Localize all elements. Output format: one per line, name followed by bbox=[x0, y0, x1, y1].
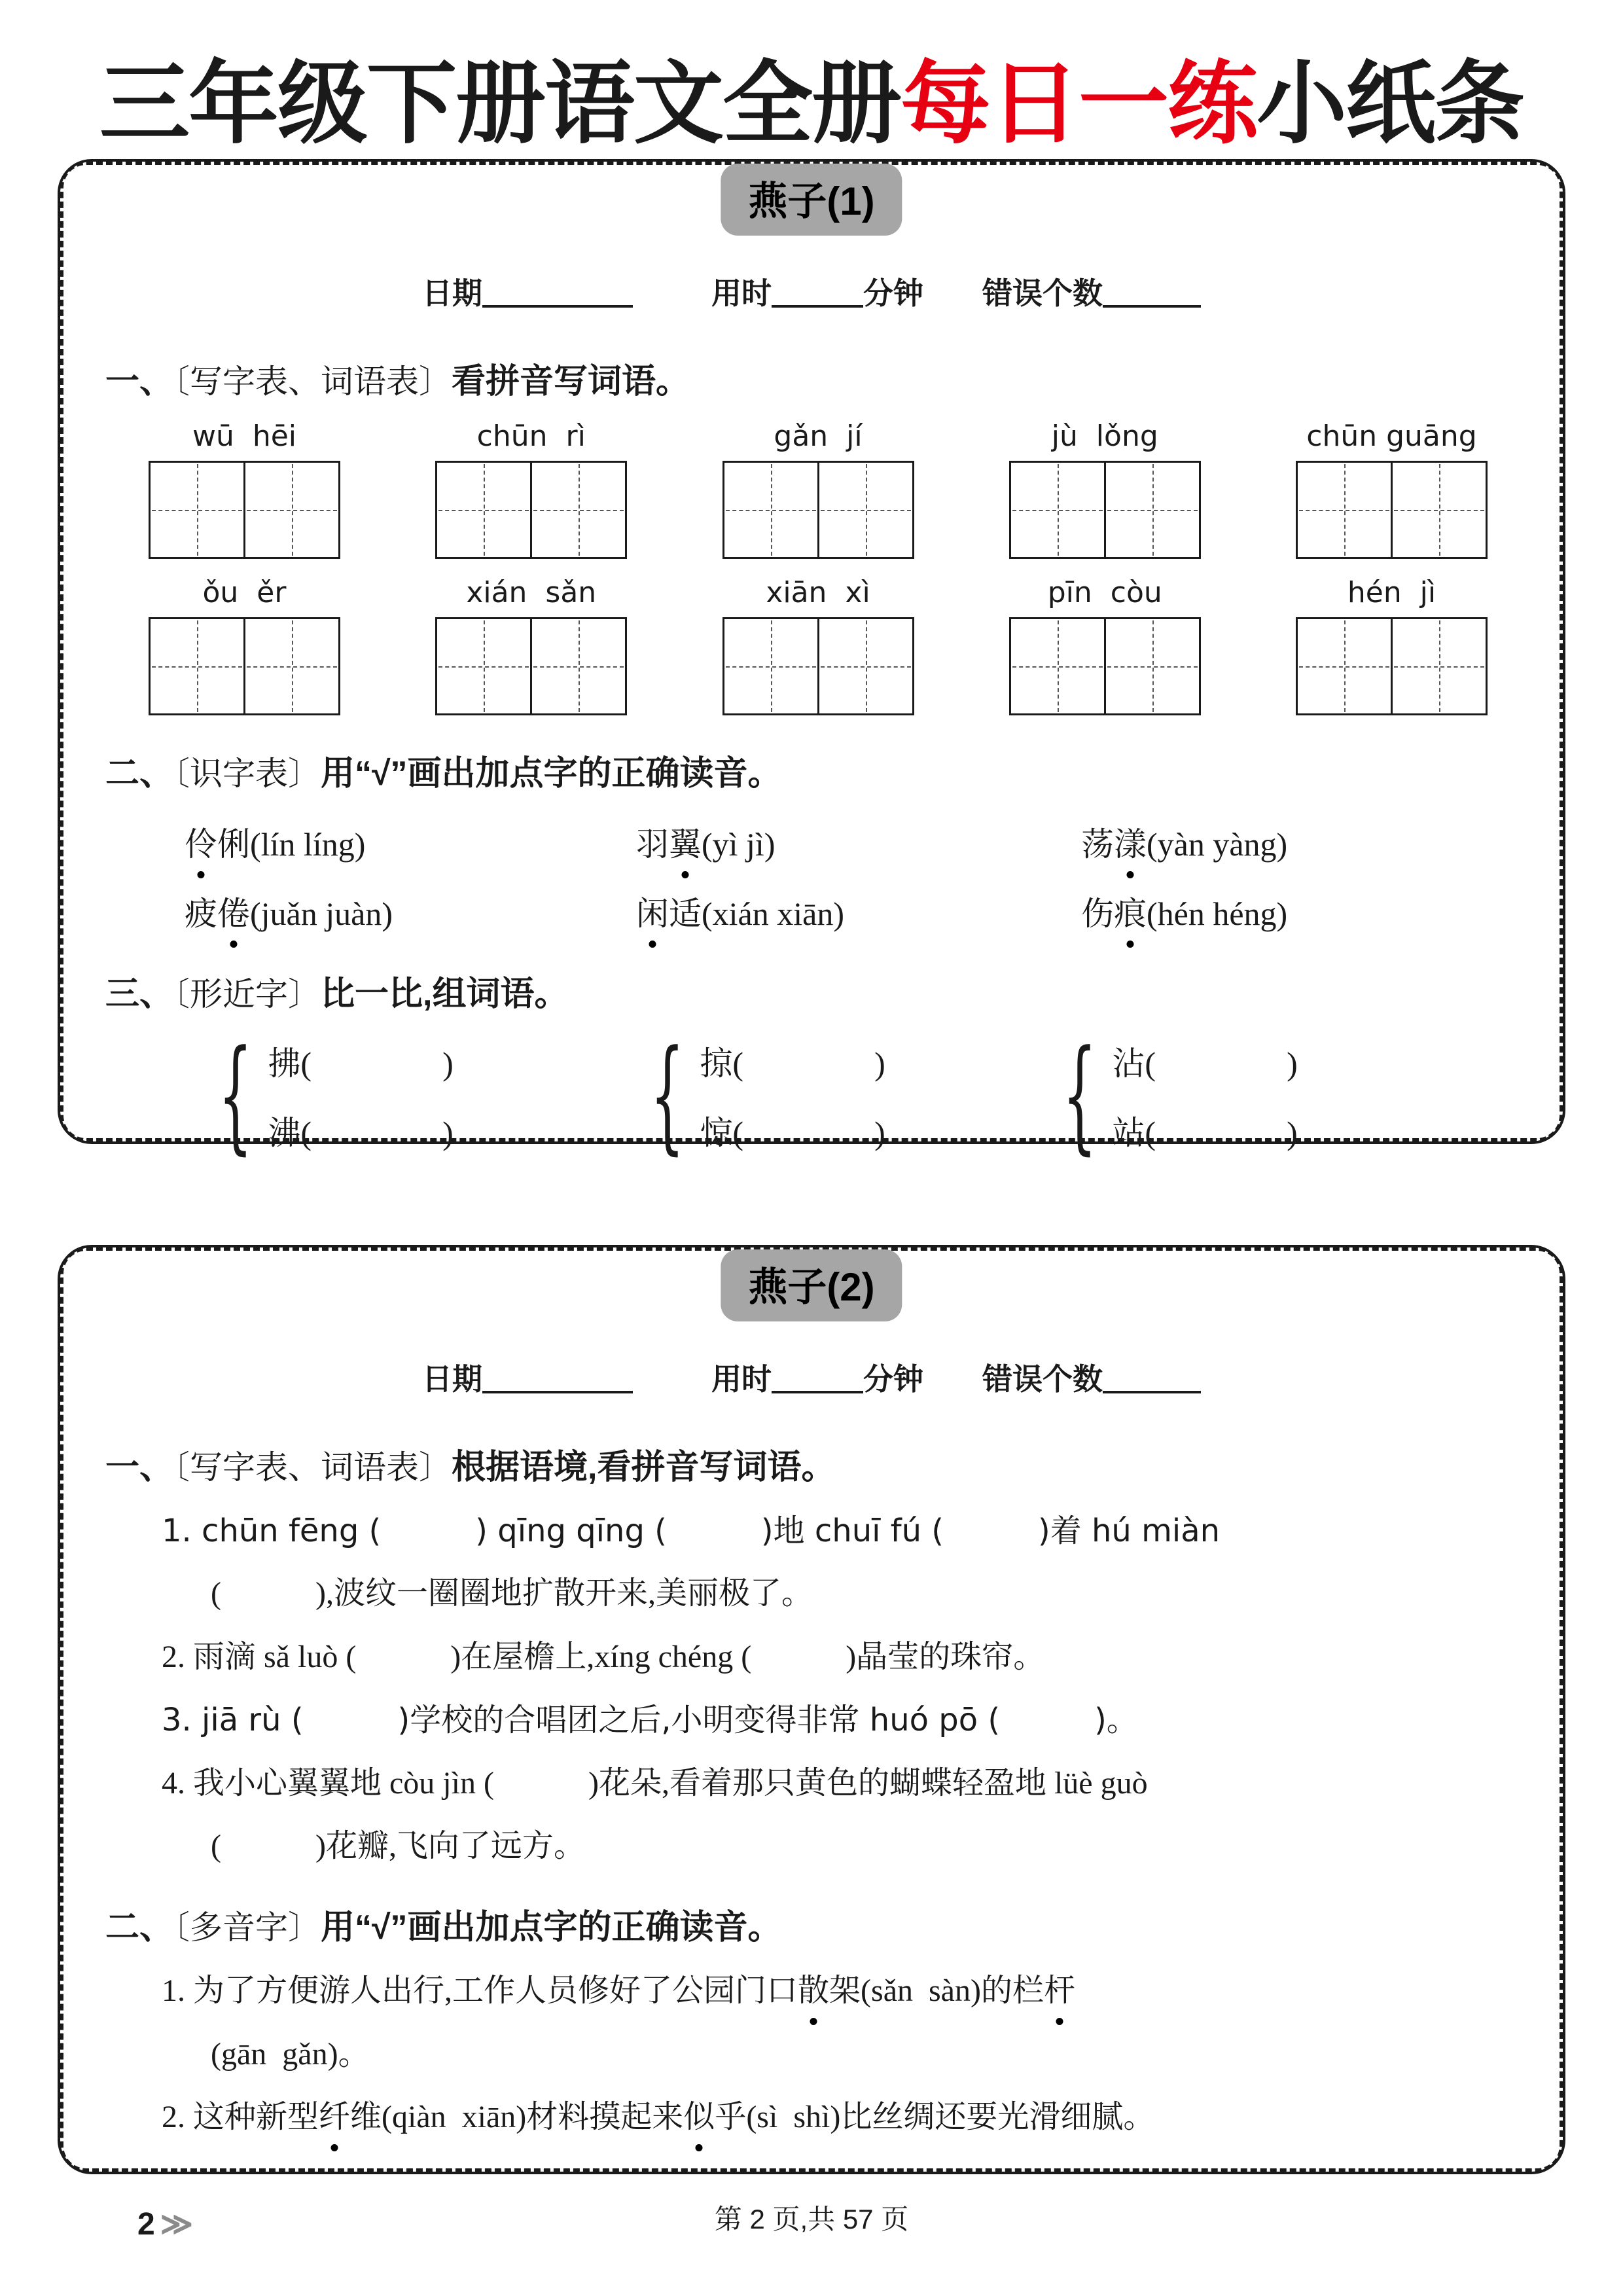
writing-boxes bbox=[1296, 461, 1488, 559]
dotted-char: 痕 bbox=[1114, 888, 1147, 935]
pinyin-label: ǒu ěr bbox=[202, 576, 287, 609]
errors-label: 错误个数 bbox=[982, 1362, 1103, 1396]
sentence-line: ( ),波纹一圈圈地扩散开来,美丽极了。 bbox=[211, 1576, 813, 1611]
time-blank bbox=[772, 305, 863, 308]
pinyin-label: chūn guāng bbox=[1306, 420, 1477, 453]
pinyin-label: gǎn jí bbox=[774, 420, 863, 453]
compare-pair bbox=[204, 1024, 636, 1167]
date-label: 日期 bbox=[422, 1362, 482, 1396]
pair-top: 拂( ) bbox=[268, 1045, 454, 1082]
worksheet-card-1 bbox=[58, 159, 1565, 1167]
pinyin-word-group bbox=[722, 576, 914, 715]
sentence-segment: 1. 为了方便游人出行,工作人员修好了公园门口 bbox=[162, 1973, 798, 2009]
writing-boxes bbox=[1296, 617, 1488, 715]
word-pre: 伤 bbox=[1081, 895, 1114, 932]
pinyin-word-group bbox=[722, 420, 914, 559]
card1-ex3-heading bbox=[63, 966, 1560, 1015]
dotted-char: 散 bbox=[798, 1971, 829, 2011]
ex-title: 用“√”画出加点字的正确读音。 bbox=[321, 1909, 782, 1947]
pair-bottom: 沸( ) bbox=[268, 1115, 454, 1151]
tianzige-box bbox=[149, 461, 245, 559]
dotted-char: 伶 bbox=[185, 818, 217, 865]
ex-tag: 〔写字表、词语表〕 bbox=[173, 363, 452, 400]
minutes-label: 分钟 bbox=[863, 1362, 923, 1396]
dotted-word-grid bbox=[63, 818, 1560, 935]
dotted-char: 杆 bbox=[1044, 1971, 1075, 2011]
sentence-line-with-dots bbox=[63, 1971, 1560, 2011]
pinyin-word-group bbox=[1009, 420, 1201, 559]
tianzige-box bbox=[1296, 461, 1393, 559]
card2-ex1-items bbox=[63, 1511, 1560, 1867]
date-blank bbox=[482, 305, 633, 308]
tianzige-box bbox=[530, 617, 627, 715]
ex-number: 二、 bbox=[105, 755, 174, 793]
pinyin-word-group bbox=[1296, 576, 1488, 715]
card1-ex2-heading bbox=[63, 745, 1560, 795]
tianzige-box bbox=[1104, 461, 1201, 559]
writing-boxes bbox=[435, 617, 627, 715]
writing-boxes bbox=[149, 461, 340, 559]
footer-page-indicator: 第 2 页,共 57 页 bbox=[714, 2204, 909, 2234]
ex-title: 用“√”画出加点字的正确读音。 bbox=[321, 755, 782, 793]
pinyin-label: wū hēi bbox=[192, 420, 297, 453]
ex-number: 一、 bbox=[105, 363, 174, 401]
pair-top: 沾( ) bbox=[1112, 1045, 1298, 1082]
pinyin-word-group bbox=[435, 420, 627, 559]
writing-boxes bbox=[1009, 617, 1201, 715]
tianzige-box bbox=[149, 617, 245, 715]
card2-ex2-items bbox=[63, 1971, 1560, 2138]
tianzige-box bbox=[817, 461, 914, 559]
pinyin-word-group bbox=[1296, 420, 1488, 559]
writing-boxes bbox=[149, 617, 340, 715]
page-title bbox=[0, 31, 1623, 161]
tianzige-box bbox=[435, 461, 532, 559]
ex-title: 看拼音写词语。 bbox=[452, 363, 690, 401]
time-label: 用时 bbox=[711, 1362, 772, 1396]
tianzige-box bbox=[530, 461, 627, 559]
word-pre: 疲 bbox=[185, 895, 217, 932]
tianzige-box bbox=[243, 461, 340, 559]
ex-tag: 〔多音字〕 bbox=[173, 1909, 321, 1946]
pinyin-label: jù lǒng bbox=[1051, 420, 1158, 453]
time-label: 用时 bbox=[711, 276, 772, 310]
pinyin-label: pīn còu bbox=[1047, 576, 1162, 609]
word-item bbox=[185, 818, 636, 865]
dotted-char: 闲 bbox=[636, 888, 669, 935]
tianzige-box bbox=[1104, 617, 1201, 715]
word-pre: 荡 bbox=[1081, 826, 1114, 863]
pair-bottom: 站( ) bbox=[1112, 1115, 1298, 1151]
ex-title: 根据语境,看拼音写词语。 bbox=[452, 1448, 836, 1486]
card-1-meta-row bbox=[63, 270, 1560, 313]
pinyin-label: xiān xì bbox=[766, 576, 870, 609]
dotted-char: 翼 bbox=[669, 818, 702, 865]
word-item bbox=[1081, 888, 1560, 935]
card-2-inner-border bbox=[60, 1247, 1563, 2172]
ex-tag: 〔写字表、词语表〕 bbox=[173, 1449, 452, 1486]
word-post: 适(xián xiān) bbox=[669, 895, 844, 932]
tianzige-box bbox=[1391, 461, 1488, 559]
dotted-char: 倦 bbox=[217, 888, 250, 935]
dotted-char: 似 bbox=[683, 2097, 715, 2138]
compare-pair bbox=[636, 1024, 1048, 1167]
word-post: (hén héng) bbox=[1147, 895, 1288, 932]
brace-glyph: { bbox=[1062, 1024, 1097, 1167]
ex-number: 二、 bbox=[105, 1909, 174, 1947]
sentence-segment: 架(sǎn sàn)的栏 bbox=[829, 1973, 1044, 2009]
word-post: (yàn yàng) bbox=[1147, 826, 1288, 863]
word-item bbox=[636, 818, 1081, 865]
pinyin-word-group bbox=[149, 576, 340, 715]
pinyin-box-row-2 bbox=[63, 576, 1560, 715]
ex-number: 一、 bbox=[105, 1448, 174, 1486]
card1-ex1-heading bbox=[63, 353, 1560, 403]
tianzige-box bbox=[1009, 617, 1106, 715]
pinyin-word-group bbox=[435, 576, 627, 715]
sentence-segment: 乎(sì shì)比丝绸还要光滑细腻。 bbox=[715, 2100, 1155, 2135]
ex-number: 三、 bbox=[105, 975, 174, 1013]
errors-blank bbox=[1103, 1391, 1201, 1393]
sentence-line: 2. 雨滴 sǎ luò ( )在屋檐上,xíng chéng ( )晶莹的珠帘。 bbox=[162, 1639, 1045, 1674]
ex-title: 比一比,组词语。 bbox=[321, 975, 569, 1013]
pinyin-label: xián sǎn bbox=[466, 576, 597, 609]
dotted-char: 纤 bbox=[319, 2097, 350, 2138]
word-post: (yì jì) bbox=[702, 826, 776, 863]
sentence-line: 4. 我小心翼翼地 còu jìn ( )花朵,看着那只黄色的蝴蝶轻盈地 lüè guò bbox=[162, 1765, 1148, 1801]
tianzige-box bbox=[243, 617, 340, 715]
writing-boxes bbox=[1009, 461, 1201, 559]
errors-label: 错误个数 bbox=[982, 276, 1103, 310]
pair-top: 掠( ) bbox=[700, 1045, 885, 1082]
footer-number: 2 bbox=[137, 2207, 155, 2242]
tianzige-box bbox=[1296, 617, 1393, 715]
dotted-char: 漾 bbox=[1114, 818, 1147, 865]
pinyin-label: chūn rì bbox=[476, 420, 586, 453]
tianzige-box bbox=[435, 617, 532, 715]
card-1-inner-border bbox=[60, 162, 1563, 1167]
date-blank bbox=[482, 1391, 633, 1393]
card-2-meta-row bbox=[63, 1355, 1560, 1399]
worksheet-card-2 bbox=[58, 1245, 1565, 2174]
card2-ex1-heading bbox=[63, 1439, 1560, 1488]
pinyin-word-group bbox=[1009, 576, 1201, 715]
word-post: 俐(lín líng) bbox=[217, 826, 366, 863]
card2-ex2-heading bbox=[63, 1899, 1560, 1948]
word-post: (juǎn juàn) bbox=[250, 895, 393, 932]
compare-pairs-row bbox=[63, 1024, 1560, 1167]
brace-glyph: { bbox=[218, 1024, 253, 1167]
double-chevron-icon: ≫ bbox=[160, 2207, 193, 2242]
sentence-segment: 2. 这种新型 bbox=[162, 2100, 319, 2135]
writing-boxes bbox=[722, 461, 914, 559]
tianzige-box bbox=[722, 461, 819, 559]
minutes-label: 分钟 bbox=[863, 276, 923, 310]
word-item bbox=[185, 888, 636, 935]
word-item bbox=[1081, 818, 1560, 865]
brace-glyph: { bbox=[650, 1024, 685, 1167]
ex-tag: 〔识字表〕 bbox=[173, 755, 321, 792]
tianzige-box bbox=[722, 617, 819, 715]
tianzige-box bbox=[817, 617, 914, 715]
tianzige-box bbox=[1009, 461, 1106, 559]
card-2-badge: 燕子(2) bbox=[721, 1249, 902, 1321]
time-blank bbox=[772, 1391, 863, 1393]
title-part-1: 三年级下册语文全册 bbox=[99, 54, 901, 154]
sentence-line: 1. chūn fēng ( ) qīng qīng ( )地 chuī fú ( )着 hú miàn bbox=[162, 1513, 1221, 1549]
writing-boxes bbox=[435, 461, 627, 559]
date-label: 日期 bbox=[422, 276, 482, 310]
title-part-2: 小纸条 bbox=[1257, 54, 1524, 154]
title-part-red: 每日一练 bbox=[900, 54, 1257, 154]
tianzige-box bbox=[1391, 617, 1488, 715]
compare-pair bbox=[1048, 1024, 1560, 1167]
card-1-badge: 燕子(1) bbox=[721, 164, 902, 236]
sentence-segment: 维(qiàn xiān)材料摸起来 bbox=[350, 2100, 684, 2135]
sentence-line: ( )花瓣,飞向了远方。 bbox=[211, 1828, 585, 1863]
ex-tag: 〔形近字〕 bbox=[173, 976, 321, 1013]
word-item bbox=[636, 888, 1081, 935]
errors-blank bbox=[1103, 305, 1201, 308]
sentence-line-with-dots bbox=[63, 2097, 1560, 2138]
sentence-line: (gān gǎn)。 bbox=[211, 2036, 370, 2072]
writing-boxes bbox=[722, 617, 914, 715]
pair-bottom: 惊( ) bbox=[700, 1115, 885, 1151]
pinyin-word-group bbox=[149, 420, 340, 559]
sentence-line: 3. jiā rù ( )学校的合唱团之后,小明变得非常 huó pō ( )。 bbox=[162, 1702, 1138, 1739]
word-pre: 羽 bbox=[636, 826, 669, 863]
pinyin-box-row-1 bbox=[63, 420, 1560, 559]
pinyin-label: hén jì bbox=[1347, 576, 1436, 609]
